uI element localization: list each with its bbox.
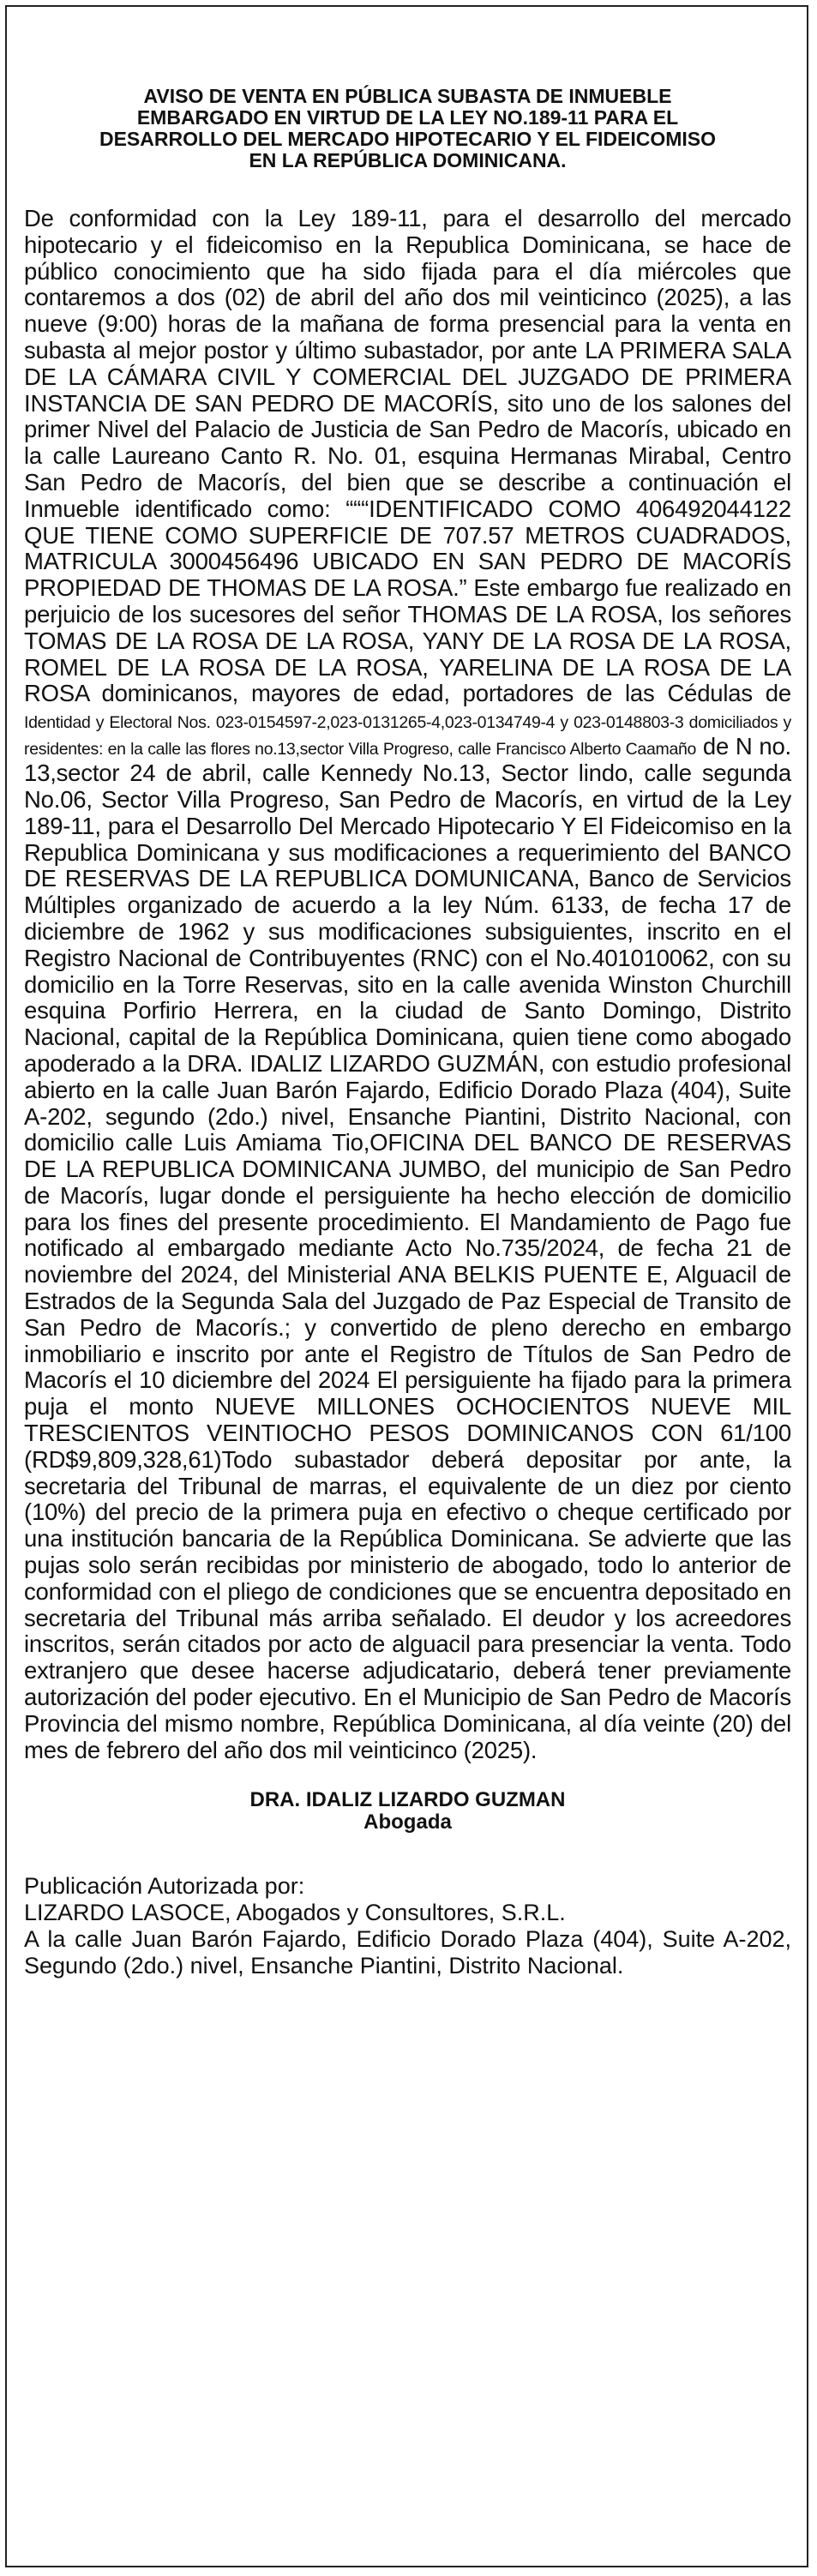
legal-notice	[24, 86, 791, 1979]
publication-block	[24, 1873, 791, 1979]
notice-body	[24, 206, 791, 1763]
signature-name: DRA. IDALIZ LIZARDO GUZMAN	[249, 1788, 566, 1812]
publication-address: A la calle Juan Barón Fajardo, Edificio Dorado Plaza (404), Suite A-202, Segundo (2do.) nivel, Ensanche Piantini, Distrito Nacional.	[24, 1926, 791, 1979]
publication-firm: LIZARDO LASOCE, Abogados y Consultores, S.R.L.	[24, 1900, 566, 1926]
signature-block	[24, 1789, 791, 1834]
notice-body-part1: De conformidad con la Ley 189-11, para el desarrollo del mercado hipotecario y el fideicomiso en la Republica Dominicana, se hace de público conocimiento que ha sido fijada para el día miércoles que contaremos a dos (02) de abril del año dos mil veinticinco (2025), a las nueve (9:00) horas de la mañana de forma presencial para la venta en subasta al mejor postor y último subastador, por ante LA PRIMERA SALA DE LA CÁMARA CIVIL Y COMERCIAL DEL JUZGADO DE PRIMERA INSTANCIA DE SAN PEDRO DE MACORÍS, sito uno de los salones del primer Nivel del Palacio de Justicia de San Pedro de Macorís, ubicado en la calle Laureano Canto R. No. 01, esquina Hermanas Mirabal, Centro San Pedro de Macorís, del bien que se describe a continuación el Inmueble identificado como: “““IDENTIFICADO COMO 406492044122 QUE TIENE COMO SUPERFICIE DE 707.57 METROS CUADRADOS, MATRICULA 3000456496 UBICADO EN SAN PEDRO DE MACORÍS PROPIEDAD DE THOMAS DE LA ROSA.” Este embargo fue realizado en perjuicio de los sucesores del señor THOMAS DE LA ROSA, los señores TOMAS DE LA ROSA DE LA ROSA, YANY DE LA ROSA DE LA ROSA, ROMEL DE LA ROSA DE LA ROSA, YARELINA DE LA ROSA DE LA ROSA dominicanos, mayores de edad, portadores de las Cédulas de	[24, 205, 791, 707]
signature-role: Abogada	[363, 1810, 452, 1834]
notice-title: AVISO DE VENTA EN PÚBLICA SUBASTA DE INMUEBLE EMBARGADO EN VIRTUD DE LA LEY NO.189-11 PARA EL DESARROLLO DEL MERCADO HIPOTECARIO Y EL FIDEICOMISO EN LA REPÚBLICA DOMINICANA.	[99, 85, 717, 171]
notice-body-part3: de N no. 13,sector 24 de abril, calle Kennedy No.13, Sector lindo, calle segunda No.06, Sector Villa Progreso, San Pedro de Macorís, en virtud de la Ley 189-11, para el Desarrollo Del Mercado Hipotecario Y El Fideicomiso en la Republica Dominicana y sus modificaciones a requerimiento del BANCO DE RESERVAS DE LA REPUBLICA DOMUNICANA, Banco de Servicios Múltiples organizado de acuerdo a la ley Núm. 6133, de fecha 17 de diciembre de 1962 y sus modificaciones subsiguientes, inscrito en el Registro Nacional de Contribuyentes (RNC) con el No.401010062, con su domicilio en la Torre Reservas, sito en la calle avenida Winston Churchill esquina Porfirio Herrera, en la ciudad de Santo Domingo, Distrito Nacional, capital de la República Dominicana, quien tiene como abogado apoderado a la DRA. IDALIZ LIZARDO GUZMÁN, con estudio profesional abierto en la calle Juan Barón Fajardo, Edificio Dorado Plaza (404), Suite A-202, segundo (2do.) nivel, Ensanche Piantini, Distrito Nacional, con domicilio calle Luis Amiama Tio,OFICINA DEL BANCO DE RESERVAS DE LA REPUBLICA DOMINICANA JUMBO, del municipio de San Pedro de Macorís, lugar donde el persiguiente ha hecho elección de domicilio para los fines del presente procedimiento. El Mandamiento de Pago fue notificado al embargado mediante Acto No.735/2024, de fecha 21 de noviembre del 2024, del Ministerial ANA BELKIS PUENTE E, Alguacil de Estrados de la Segunda Sala del Juzgado de Paz Especial de Transito de San Pedro de Macorís.; y convertido de pleno derecho en embargo inmobiliario e inscrito por ante el Registro de Títulos de San Pedro de Macorís el 10 diciembre del 2024 El persiguiente ha fijado para la primera puja el monto NUEVE MILLONES OCHOCIENTOS NUEVE MIL TRESCIENTOS VEINTIOCHO PESOS DOMINICANOS CON 61/100 (RD$9,809,328,61)Todo subastador deberá depositar por ante, la secretaria del Tribunal de marras, el equivalente de un diez por ciento (10%) del precio de la primera puja en efectivo o cheque certificado por una institución bancaria de la República Dominicana. Se advierte que las pujas solo serán recibidas por ministerio de abogado, todo lo anterior de conformidad con el pliego de condiciones que se encuentra depositado en secretaria del Tribunal más arriba señalado. El deudor y los acreedores inscritos, serán citados por acto de alguacil para presenciar la venta. Todo extranjero que desee hacerse adjudicatario, deberá tener previamente autorización del poder ejecutivo. En el Municipio de San Pedro de Macorís Provincia del mismo nombre, República Dominicana, al día veinte (20) del mes de febrero del año dos mil veinticinco (2025).	[24, 733, 791, 1763]
publication-label: Publicación Autorizada por:	[24, 1873, 305, 1900]
notice-body-small-print: Identidad y Electoral Nos. 023-0154597-2,023-0131265-4,023-0134749-4 y 023-0148803-3 domiciliados y residentes: en la calle las flores no.13,sector Villa Progreso, calle Francisco Alberto Caamaño	[24, 713, 791, 760]
